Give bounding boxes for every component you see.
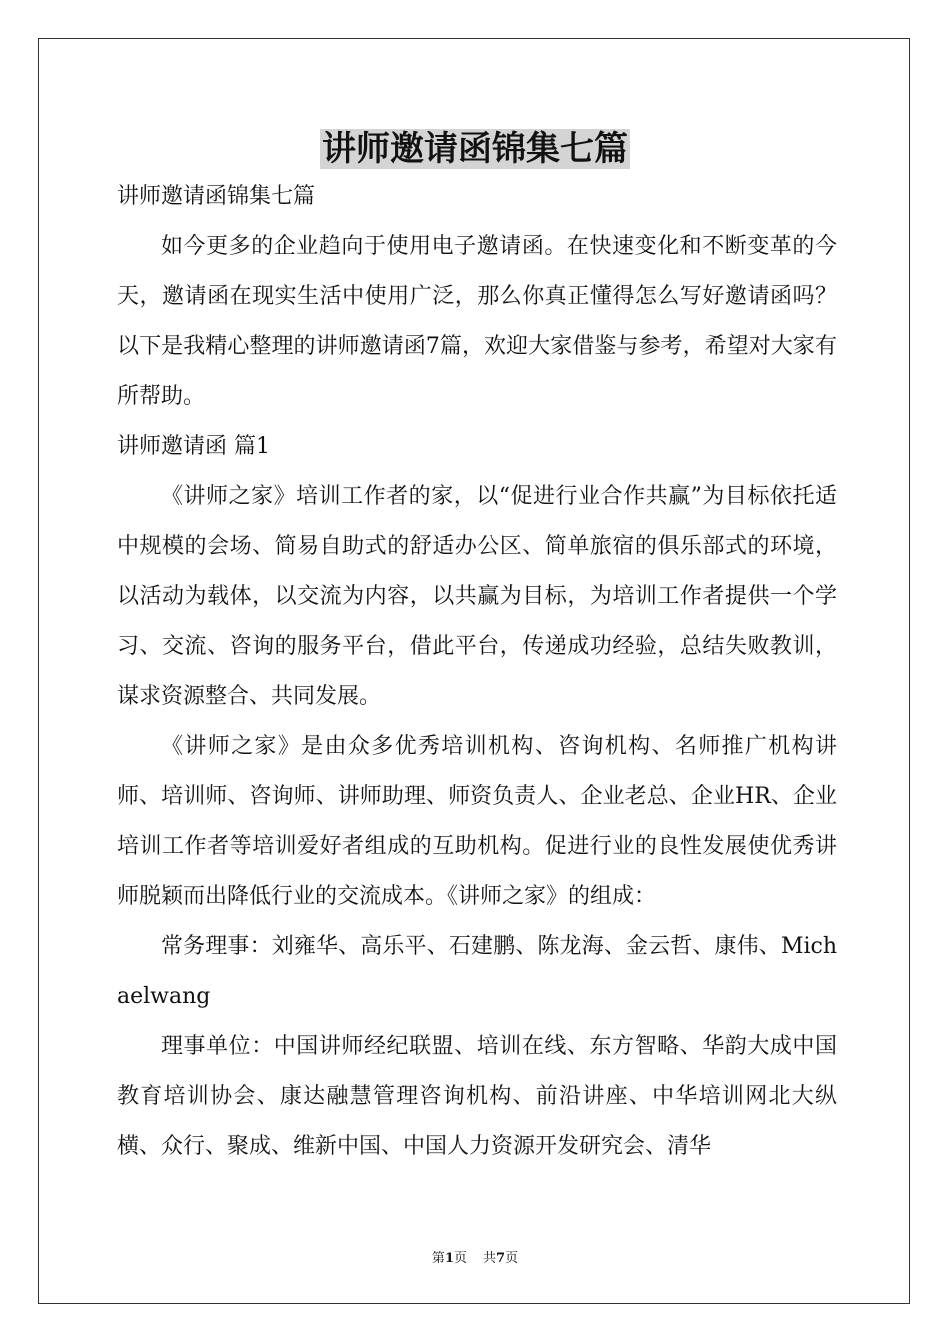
paragraph-body: 《讲师之家》培训工作者的家，以“促进行业合作共赢”为目标依托适中规模的会场、简易自助式的舒适办公区、简单旅宿的俱乐部式的环境，以活动为载体，以交流为内容，以共赢为目标，为培训工作者提供一个学习、交流、咨询的服务平台，借此平台，传递成功经验，总结失败教训，谋求资源整合、共同发展。 xyxy=(117,484,837,709)
paragraph-intro: 如今更多的企业趋向于使用电子邀请函。在快速变化和不断变革的今天，邀请函在现实生活中使用广泛，那么你真正懂得怎么写好邀请函吗？以下是我精心整理的讲师邀请函7篇，欢迎大家借鉴与参考，希望对大家有所帮助。 xyxy=(117,234,837,409)
total-pages: 7 xyxy=(496,1251,506,1266)
page-suffix: 页 xyxy=(453,1251,467,1266)
page-footer xyxy=(0,1247,950,1266)
paragraph-directors: 常务理事：刘雍华、高乐平、石建鹏、陈龙海、金云哲、康伟、Michaelwang xyxy=(117,934,837,1009)
document-title-text: 讲师邀请函锦集七篇 xyxy=(322,129,628,169)
page-prefix: 第 xyxy=(431,1251,445,1266)
paragraph-subtitle: 讲师邀请函锦集七篇 xyxy=(117,184,316,209)
document-title xyxy=(0,124,950,174)
total-prefix: 共 xyxy=(483,1251,497,1266)
paragraph-body: 《讲师之家》是由众多优秀培训机构、咨询机构、名师推广机构讲师、培训师、咨询师、讲师助理、师资负责人、企业老总、企业HR、企业培训工作者等培训爱好者组成的互助机构。促进行业的良性发展使优秀讲师脱颖而出降低行业的交流成本。《讲师之家》的组成： xyxy=(117,734,837,909)
total-suffix: 页 xyxy=(505,1251,519,1266)
page-number: 1 xyxy=(444,1251,454,1266)
document-body xyxy=(117,172,837,1172)
section-heading: 讲师邀请函 篇1 xyxy=(117,434,270,459)
paragraph-member-units: 理事单位：中国讲师经纪联盟、培训在线、东方智略、华韵大成中国教育培训协会、康达融慧管理咨询机构、前沿讲座、中华培训网北大纵横、众行、聚成、维新中国、中国人力资源开发研究会、清华 xyxy=(117,1034,837,1159)
